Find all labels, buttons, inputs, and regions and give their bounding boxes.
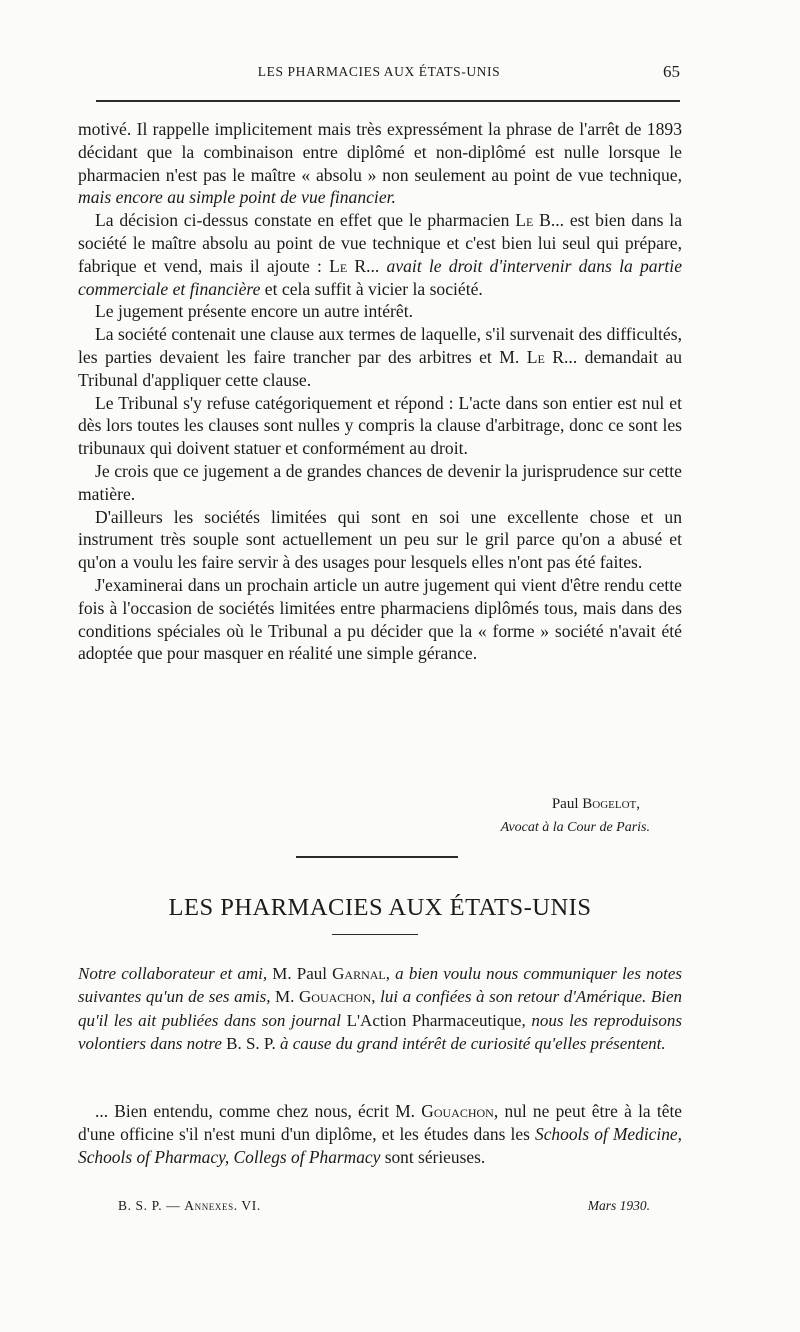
footer-journal: B. S. P. — Annexes. VI.	[118, 1198, 261, 1213]
paragraph: D'ailleurs les sociétés limitées qui sont en soi une excellente chose et un instrument très souple sont actuellement un peu sur le gril parce qu'on a abusé et qu'on a voulu les faire servir à des usages pour lesquels elles n'ont pas été faites.	[78, 506, 682, 573]
paragraph: Je crois que ce jugement a de grandes chances de devenir la jurisprudence sur cette matière.	[78, 460, 682, 504]
paragraph: Le jugement présente encore un autre intérêt.	[95, 301, 414, 322]
paragraph: motivé. Il rappelle implicitement mais très expressément la phrase de l'arrêt de 1893 décidant que la combinaison entre diplômé et non-diplômé est nulle lorsque le pharmacien n'est pas le maître « absolu » non seulement au point de vue technique, mais encore au simple point de vue financier.	[78, 119, 682, 208]
paragraph: J'examinerai dans un prochain article un autre jugement qui vient d'être rendu cette fois à l'occasion de sociétés limitées entre pharmaciens diplômés tous, mais dans des conditions spéciales où le Tribunal a pu décider que la « forme » société n'avait été adoptée que pour masquer en réalité une simple gérance.	[78, 574, 682, 664]
paragraph: La décision ci-dessus constate en effet que le pharmacien Le B... est bien dans la société le maître absolu au point de vue technique et c'est bien lui seul qui prépare, fabrique et vend, mais il ajoute : Le R... avait le droit d'intervenir dans la partie commerciale et financière et cela suffit à vicier la société.	[78, 210, 682, 299]
author-signature: Paul Bogelot,	[551, 796, 640, 812]
paragraph: La société contenait une clause aux termes de laquelle, s'il survenait des difficultés, les parties devaient les faire trancher par des arbitres et M. Le R... demandait au Tribunal d'appliquer cette clause.	[78, 324, 683, 390]
article-title: LES PHARMACIES AUX ÉTATS-UNIS	[168, 894, 592, 921]
header-rule	[96, 100, 680, 102]
title-underline	[332, 934, 418, 935]
footer-date: Mars 1930.	[587, 1198, 650, 1213]
running-header	[78, 64, 680, 86]
running-title: LES PHARMACIES AUX ÉTATS-UNIS	[257, 64, 501, 79]
page-number: 65	[663, 62, 680, 81]
editor-note: Notre collaborateur et ami, M. Paul Garnal, a bien voulu nous communiquer les notes suivantes qu'un de ses amis, M. Gouachon, lui a confiées à son retour d'Amérique. Bien qu'il les ait publiées dans son journal L'Action Pharmaceutique, nous les reproduisons volontiers dans notre B. S. P. à cause du grand intérêt de curiosité qu'elles présentent.	[78, 964, 683, 1054]
author-title: Avocat à la Cour de Paris.	[500, 820, 650, 835]
paragraph: ... Bien entendu, comme chez nous, écrit M. Gouachon, nul ne peut être à la tête d'une officine s'il n'est muni d'un diplôme, et les études dans les Schools of Medicine, Schools of Pharmacy, Collegs of Pharmacy sont sérieuses.	[78, 1101, 682, 1167]
section-divider	[296, 856, 458, 858]
paragraph: Le Tribunal s'y refuse catégoriquement et répond : L'acte dans son entier est nul et dès lors toutes les clauses sont nulles y compris la clause d'arbitrage, donc ce sont les tribunaux qui doivent statuer et conformément au droit.	[78, 392, 682, 459]
article2-body	[78, 1100, 682, 1169]
article-body	[78, 118, 682, 665]
